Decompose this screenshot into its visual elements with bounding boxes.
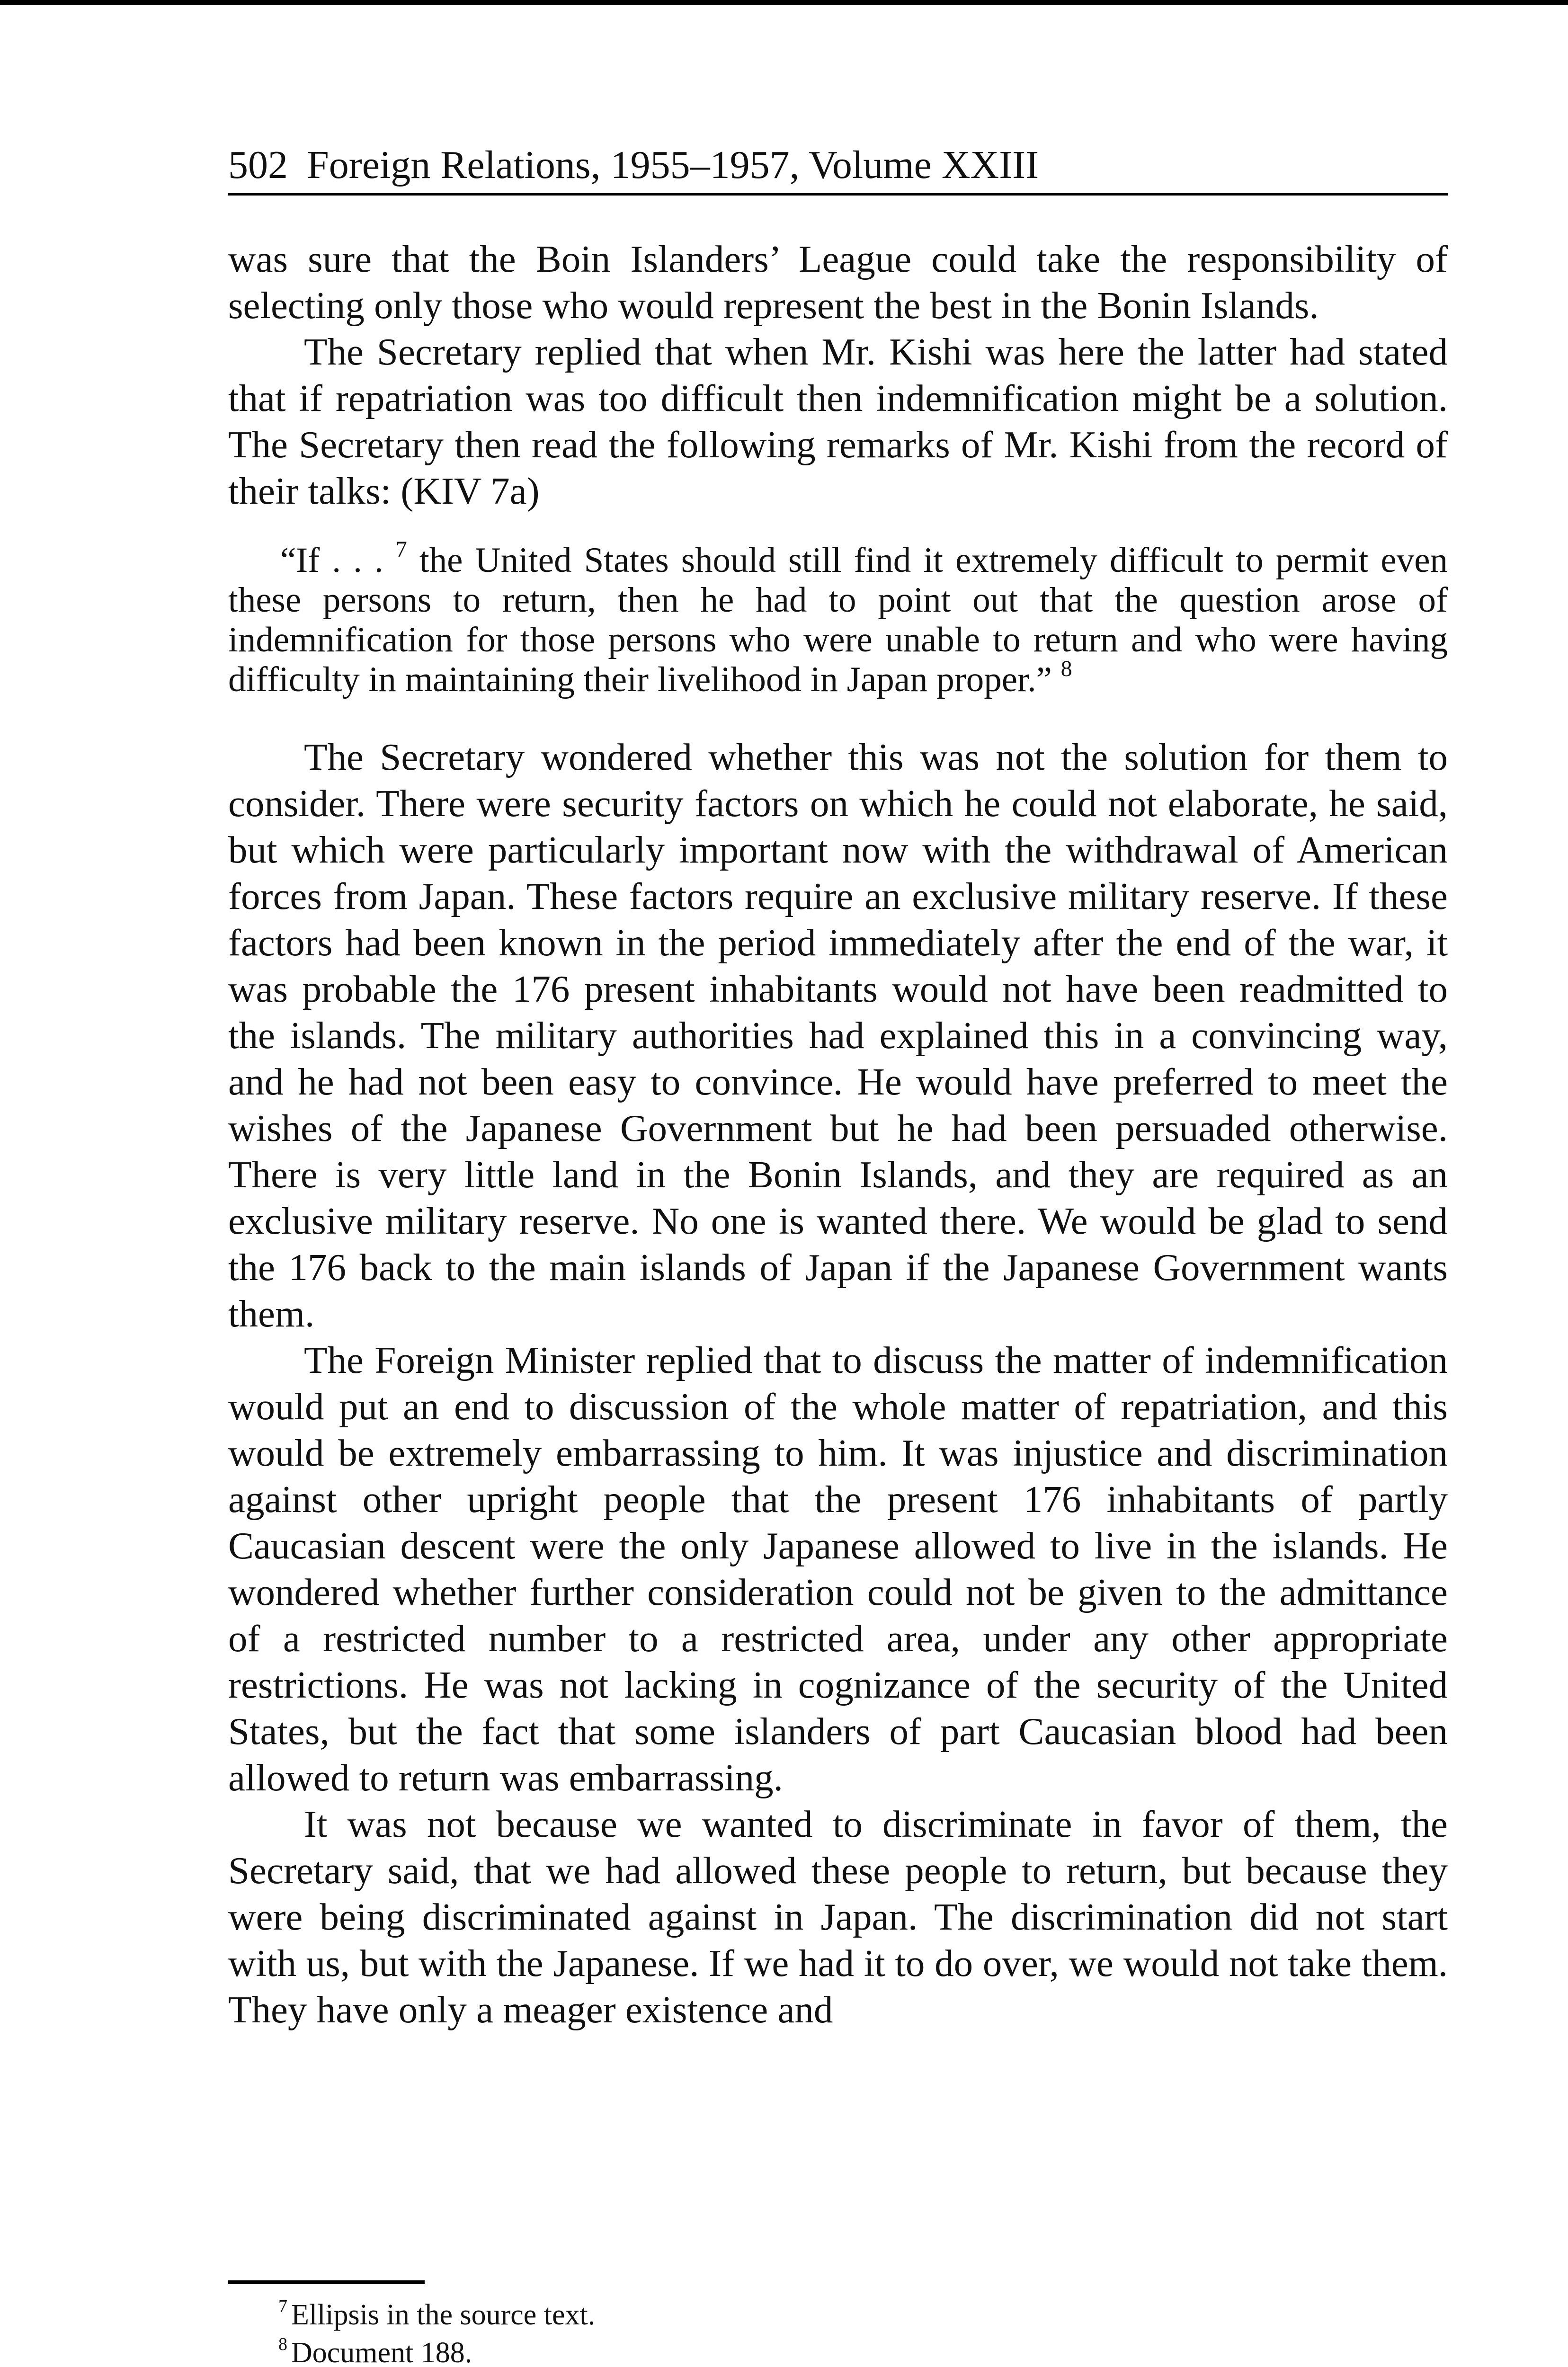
footnote-number: 7 — [278, 2296, 287, 2316]
footnotes — [278, 2296, 595, 2367]
running-header — [228, 137, 1448, 196]
page-number: 502 — [228, 143, 288, 187]
page-body — [228, 236, 1448, 2033]
footnote-7 — [278, 2296, 595, 2334]
paragraph-1: was sure that the Boin Islanders’ League could take the responsibility of selecting only those who would represent the best in the Bonin Islands. — [228, 238, 1448, 327]
footnote-text: Ellipsis in the source text. — [291, 2299, 596, 2331]
top-border-rule — [0, 0, 1568, 5]
footnote-separator — [228, 2280, 425, 2284]
footnote-text: Document 188. — [291, 2337, 472, 2367]
paragraph-3: The Secretary wondered whether this was not the solution for them to consider. There were security factors on which he could not elaborate, he said, but which were particularly important now with the withdrawal of American forces from Japan. These factors require an exclusive military reserve. If these factors had been known in the period immediately after the end of the war, it was probable the 176 present inhabitants would not have been readmitted to the islands. The military authorities had explained this in a convincing way, and he had not been easy to convince. He would have preferred to meet the wishes of the Japanese Government but he had been persuaded otherwise. There is very little land in the Bonin Islands, and they are required as an exclusive military reserve. No one is wanted there. We would be glad to send the 176 back to the main islands of Japan if the Japanese Government wants them. — [228, 736, 1448, 1335]
footnote-ref-8: 8 — [1060, 656, 1072, 681]
paragraph-2: The Secretary replied that when Mr. Kishi was here the latter had stated that if repatriation was too difficult then indemnification might be a solution. The Secretary then read the following remarks of Mr. Kishi from the record of their talks: (KIV 7a) — [228, 330, 1448, 512]
quote-opening: “If . . . — [280, 541, 383, 580]
footnote-8 — [278, 2334, 595, 2367]
footnote-number: 8 — [278, 2334, 287, 2354]
footnote-ref-7: 7 — [395, 537, 407, 562]
paragraph-5: It was not because we wanted to discriminate in favor of them, the Secretary said, that we had allowed these people to return, but because they were being discriminated against in Japan. The discrimination did not start with us, but with the Japanese. If we had it to do over, we would not take them. They have only a meager existence and — [228, 1803, 1448, 2031]
paragraph-4: The Foreign Minister replied that to discuss the matter of indemnification would put an end to discussion of the whole matter of repatriation, and this would be extremely embarrassing to him. It was injustice and discrimination against other upright people that the present 176 inhabitants of partly Caucasian descent were the only Japanese allowed to live in the islands. He wondered whether further consideration could not be given to the admittance of a restricted number to a restricted area, under any other appropriate restrictions. He was not lacking in cognizance of the security of the United States, but the fact that some islanders of part Caucasian blood had been allowed to return was embarrassing. — [228, 1339, 1448, 1799]
block-quote — [228, 537, 1448, 700]
running-title: Foreign Relations, 1955–1957, Volume XXIII — [307, 143, 1039, 187]
quote-text: the United States should still find it extremely difficult to permit even these persons to return, then he had to point out that the question arose of indemnification for those persons who were unable to return and who were having difficulty in maintaining their livelihood in Japan proper.” — [228, 541, 1448, 699]
